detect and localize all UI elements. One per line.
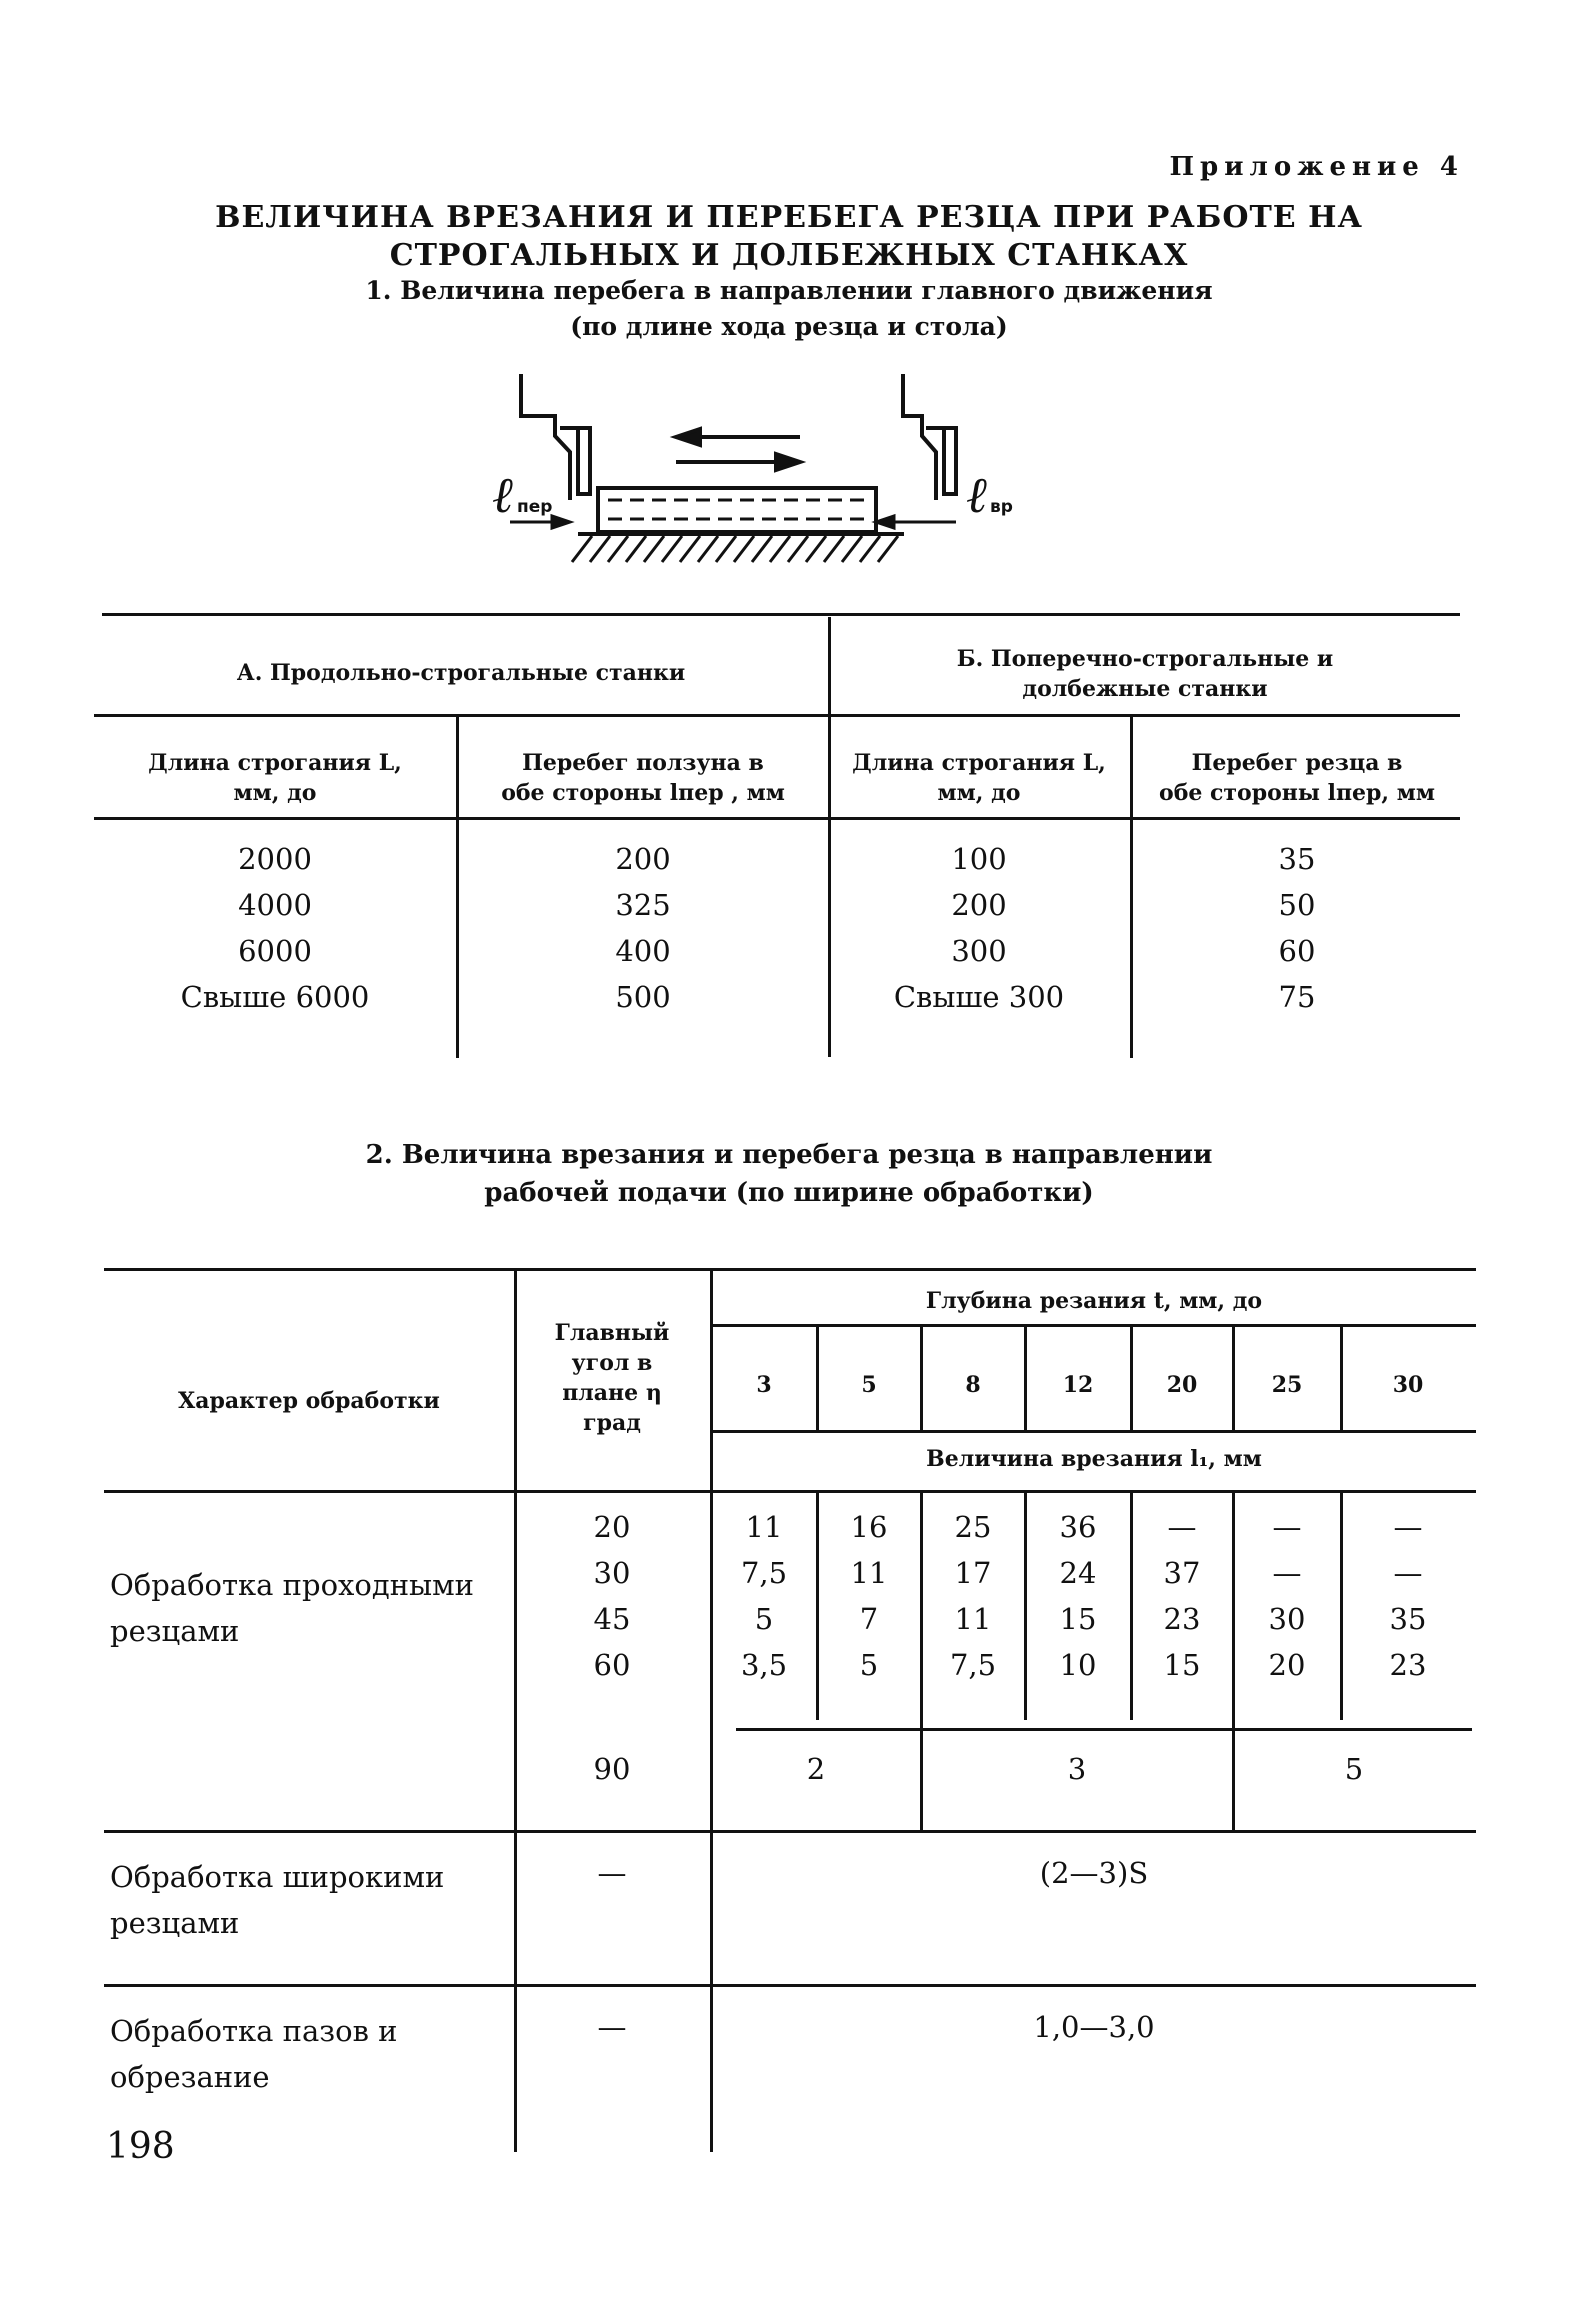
t2-r90-v1: 2: [806, 1752, 826, 1786]
t2-angle-90: 90: [593, 1752, 631, 1786]
t2-r1-v6: —: [1272, 1510, 1302, 1544]
t2-r1-v3: 25: [954, 1510, 992, 1544]
appendix-label: Приложение 4: [1169, 152, 1464, 182]
depth-12: 12: [1062, 1372, 1094, 1398]
t1-r4-c2: 500: [615, 980, 671, 1014]
t2-r4-v2: 5: [859, 1648, 879, 1682]
t1-r2-c1: 4000: [238, 888, 312, 922]
t1-r1-c1: 2000: [238, 842, 312, 876]
col1-header-line2: мм, до: [233, 780, 317, 806]
t2-angle-30: 30: [593, 1556, 631, 1590]
left-dim-sub: пер: [517, 497, 553, 517]
t2-r1-v1: 11: [745, 1510, 783, 1544]
t2-r4-v7: 23: [1389, 1648, 1427, 1682]
t2-r2-v6: —: [1272, 1556, 1302, 1590]
page-title-line1: ВЕЛИЧИНА ВРЕЗАНИЯ И ПЕРЕБЕГА РЕЗЦА ПРИ РАБОТЕ НА: [215, 200, 1363, 235]
group-b-header-line1: Б. Поперечно-строгальные и: [956, 646, 1334, 672]
t2-r90-v3: 5: [1344, 1752, 1364, 1786]
col3-header-line2: мм, до: [937, 780, 1021, 806]
col-angle-header-4: град: [583, 1410, 641, 1436]
depth-25: 25: [1271, 1372, 1303, 1398]
col-angle-header-2: угол в: [571, 1350, 653, 1376]
table-hatching: [572, 536, 898, 562]
group2-label-line2: резцами: [110, 1906, 240, 1940]
t2-r3-v6: 30: [1268, 1602, 1306, 1636]
depth-20: 20: [1166, 1372, 1198, 1398]
left-cutter: [521, 374, 590, 500]
t2-r2-v7: —: [1393, 1556, 1423, 1590]
t2-r2-v3: 17: [954, 1556, 992, 1590]
t1-r1-c4: 35: [1278, 842, 1316, 876]
col2-header-line1: Перебег ползуна в: [522, 750, 764, 776]
t2-r90-v2: 3: [1067, 1752, 1087, 1786]
t1-r3-c3: 300: [951, 934, 1007, 968]
col-angle-header-1: Главный: [554, 1320, 670, 1346]
t2-r3-v7: 35: [1389, 1602, 1427, 1636]
t2-r3-v5: 23: [1163, 1602, 1201, 1636]
t2-r2-v1: 7,5: [740, 1556, 788, 1590]
col4-header-line1: Перебег резца в: [1191, 750, 1403, 776]
t2-angle-20: 20: [593, 1510, 631, 1544]
t2-r1-v7: —: [1393, 1510, 1423, 1544]
t1-r2-c2: 325: [615, 888, 671, 922]
right-dim-label: ℓ: [966, 466, 987, 524]
group2-label-line1: Обработка широкими: [110, 1860, 445, 1894]
col4-header-line2: обе стороны lпер, мм: [1159, 780, 1435, 806]
t2-r3-v2: 7: [859, 1602, 879, 1636]
depth-3: 3: [756, 1372, 772, 1398]
group-a-header: А. Продольно-строгальные станки: [236, 660, 686, 686]
t2-r1-v2: 16: [850, 1510, 888, 1544]
t2-r1-v5: —: [1167, 1510, 1197, 1544]
section1-heading-line1: 1. Величина перебега в направлении главного движения: [365, 276, 1213, 305]
t2-r4-v3: 7,5: [949, 1648, 997, 1682]
t2-r3-v3: 11: [954, 1602, 992, 1636]
t2-r4-v6: 20: [1268, 1648, 1306, 1682]
page-title-line2: СТРОГАЛЬНЫХ И ДОЛБЕЖНЫХ СТАНКАХ: [389, 238, 1189, 273]
group3-value: 1,0—3,0: [1033, 2010, 1155, 2044]
t1-r4-c4: 75: [1278, 980, 1316, 1014]
group2-angle: —: [597, 1856, 627, 1890]
group1-label-line1: Обработка проходными: [110, 1568, 475, 1602]
t2-r1-v4: 36: [1059, 1510, 1097, 1544]
workpiece: [598, 488, 876, 532]
t1-r2-c4: 50: [1278, 888, 1316, 922]
section2-heading-line1: 2. Величина врезания и перебега резца в направлении: [365, 1140, 1213, 1170]
t1-r3-c2: 400: [615, 934, 671, 968]
col-angle-header-3: плане η: [562, 1380, 662, 1406]
t2-angle-45: 45: [593, 1602, 631, 1636]
col1-header-line1: Длина строгания L,: [148, 750, 402, 776]
t2-r4-v5: 15: [1163, 1648, 1201, 1682]
t1-r4-c3: Свыше 300: [893, 980, 1065, 1014]
group1-label-line2: резцами: [110, 1614, 240, 1648]
planer-diagram: [0, 0, 1578, 620]
group-b-header-line2: долбежные станки: [1022, 676, 1268, 702]
dimension-arrows: [510, 516, 956, 528]
motion-arrows: [676, 429, 800, 470]
right-dim-sub: вр: [990, 497, 1013, 517]
t2-r3-v1: 5: [754, 1602, 774, 1636]
depth-header: Глубина резания t, мм, до: [925, 1288, 1263, 1314]
group2-value: (2—3)S: [1039, 1856, 1149, 1890]
t2-r3-v4: 15: [1059, 1602, 1097, 1636]
t1-r1-c3: 100: [951, 842, 1007, 876]
left-dim-label: ℓ: [492, 466, 513, 524]
section1-heading-line2: (по длине хода резца и стола): [570, 312, 1008, 341]
col-character-header: Характер обработки: [178, 1388, 440, 1414]
t1-r2-c3: 200: [951, 888, 1007, 922]
section2-heading-line2: рабочей подачи (по ширине обработки): [484, 1178, 1094, 1208]
depth-5: 5: [861, 1372, 877, 1398]
t2-r2-v4: 24: [1059, 1556, 1097, 1590]
page-number: 198: [106, 2126, 175, 2167]
group3-angle: —: [597, 2010, 627, 2044]
t1-r1-c2: 200: [615, 842, 671, 876]
t2-r4-v4: 10: [1059, 1648, 1097, 1682]
t1-r4-c1: Свыше 6000: [180, 980, 370, 1014]
t2-angle-60: 60: [593, 1648, 631, 1682]
col2-header-line2: обе стороны lпер , мм: [501, 780, 785, 806]
depth-8: 8: [965, 1372, 981, 1398]
value-header: Величина врезания l₁, мм: [926, 1446, 1262, 1472]
t2-r4-v1: 3,5: [740, 1648, 788, 1682]
group3-label-line1: Обработка пазов и: [110, 2014, 398, 2048]
t1-r3-c1: 6000: [238, 934, 312, 968]
depth-30: 30: [1392, 1372, 1424, 1398]
t2-r2-v2: 11: [850, 1556, 888, 1590]
t1-r3-c4: 60: [1278, 934, 1316, 968]
group3-label-line2: обрезание: [110, 2060, 270, 2094]
right-cutter: [903, 374, 956, 500]
t2-r2-v5: 37: [1163, 1556, 1201, 1590]
col3-header-line1: Длина строгания L,: [852, 750, 1106, 776]
